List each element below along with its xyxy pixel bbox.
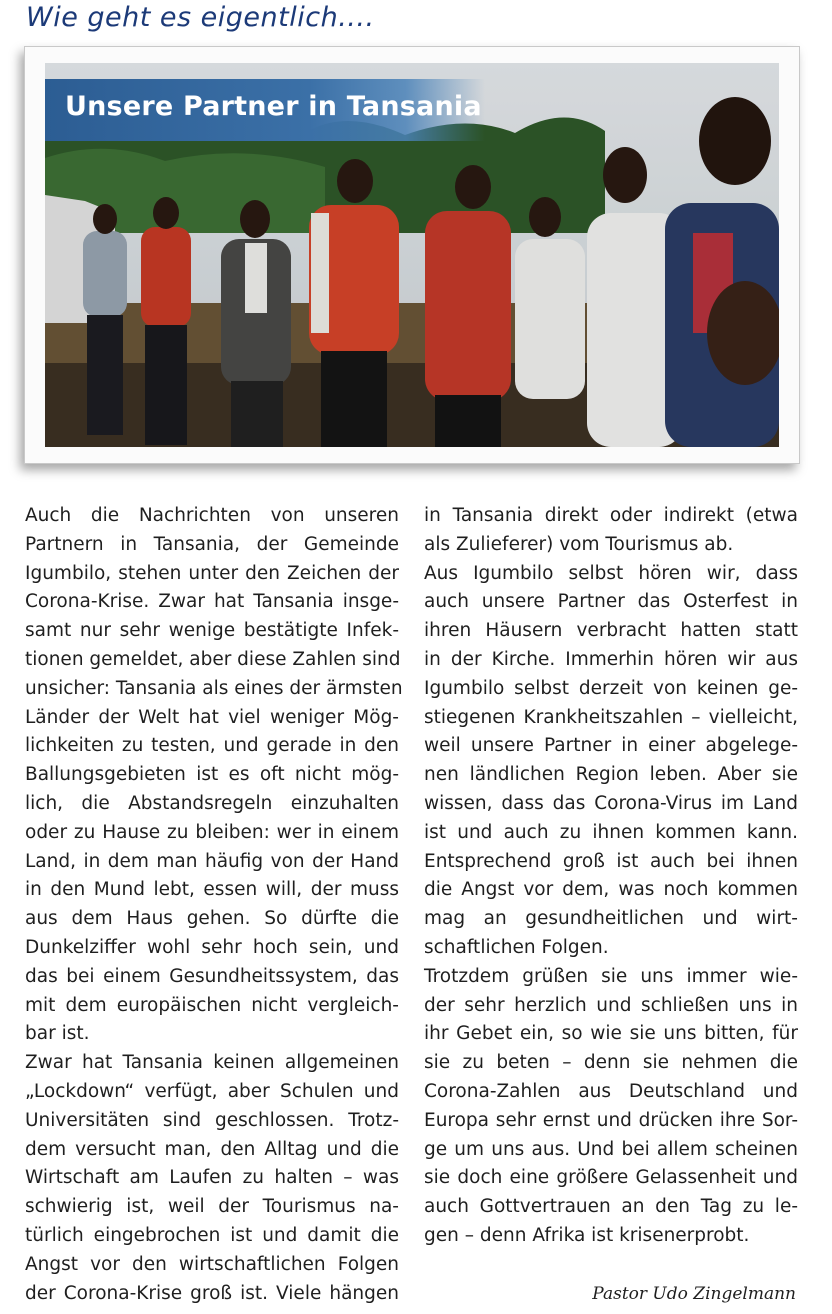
banner-title: Unsere Partner in Tansania bbox=[65, 91, 482, 122]
group-photo bbox=[45, 63, 779, 447]
text-line: Corona-Zahlen aus Deutschland und bbox=[424, 1080, 798, 1102]
text-line: lichkeiten zu testen, und gerade in den bbox=[25, 735, 399, 757]
text-line: oder zu Hause zu bleiben: wer in einem bbox=[25, 821, 399, 843]
photo-banner bbox=[45, 79, 485, 141]
text-line: auch Gottvertrauen an den Tag zu le- bbox=[424, 1196, 798, 1218]
text-line: Igumbilo selbst derzeit von keinen ge- bbox=[424, 677, 798, 699]
page-header: Wie geht es eigentlich.... bbox=[26, 2, 375, 33]
text-line: türlich eingebrochen ist und damit die bbox=[25, 1224, 399, 1246]
text-line: Zwar hat Tansania keinen allgemeinen bbox=[25, 1052, 399, 1074]
text-line: stiegenen Krankheitszahlen – vielleicht, bbox=[424, 706, 798, 728]
text-line: unsicher: Tansania als eines der ärmsten bbox=[25, 677, 403, 699]
text-line: lich, die Abstandsregeln einzuhalten bbox=[25, 792, 399, 814]
text-line: Igumbilo, stehen unter den Zeichen der bbox=[25, 562, 399, 584]
text-line: ge um uns aus. Und bei allem scheinen bbox=[424, 1138, 798, 1160]
text-line: Angst vor den wirtschaftlichen Folgen bbox=[25, 1253, 399, 1275]
text-line: Aus Igumbilo selbst hören wir, dass bbox=[424, 562, 798, 584]
text-line: Partnern in Tansania, der Gemeinde bbox=[25, 533, 399, 555]
text-line: gen – denn Afrika ist krisenerprobt. bbox=[424, 1224, 750, 1246]
text-line: Länder der Welt hat viel weniger Mög- bbox=[25, 706, 399, 728]
text-line: mit dem europäischen nicht vergleich- bbox=[25, 994, 399, 1016]
text-line: wissen, dass das Corona-Virus im Land bbox=[424, 792, 798, 814]
text-line: Universitäten sind geschlossen. Trotz- bbox=[25, 1109, 399, 1131]
text-line: schwierig ist, weil der Tourismus na- bbox=[25, 1196, 399, 1218]
text-line: Ballungsgebieten ist es oft nicht mög- bbox=[25, 764, 399, 786]
text-line: Entsprechend groß ist auch bei ihnen bbox=[424, 850, 798, 872]
text-line: ihr Gebet ein, so wie sie uns bitten, für bbox=[424, 1023, 798, 1045]
text-line: dem versucht man, den Alltag und die bbox=[25, 1138, 399, 1160]
text-line: der sehr herzlich und schließen uns in bbox=[424, 994, 798, 1016]
text-line: Corona-Krise. Zwar hat Tansania insge- bbox=[25, 591, 399, 613]
text-line: der Corona-Krise groß ist. Viele hängen bbox=[25, 1282, 399, 1304]
text-line: aus dem Haus gehen. So dürfte die bbox=[25, 908, 399, 930]
text-line: weil unsere Partner in einer abgelege- bbox=[424, 735, 798, 757]
text-line: „Lockdown“ verfügt, aber Schulen und bbox=[25, 1080, 399, 1102]
text-column-right bbox=[424, 502, 798, 1251]
author-signature: Pastor Udo Zingelmann bbox=[592, 1284, 796, 1304]
text-line: samt nur sehr wenige bestätigte Infek- bbox=[25, 620, 399, 642]
text-line: mag an gesundheitlichen und wirt- bbox=[424, 908, 798, 930]
text-line: bar ist. bbox=[25, 1023, 90, 1045]
text-line: Land, in dem man häufig von der Hand bbox=[25, 850, 399, 872]
text-line: in Tansania direkt oder indirekt (etwa bbox=[424, 505, 798, 526]
text-line: die Angst vor dem, was noch kommen bbox=[424, 879, 798, 901]
text-line: ihren Häusern verbracht hatten statt bbox=[424, 620, 798, 642]
text-line: Auch die Nachrichten von unseren bbox=[25, 505, 399, 526]
text-line: sie doch eine größere Gelassenheit und bbox=[424, 1167, 798, 1189]
text-line: das bei einem Gesundheitssystem, das bbox=[25, 965, 399, 987]
text-line: Europa sehr ernst und drücken ihre Sor- bbox=[424, 1109, 798, 1131]
text-line: auch unsere Partner das Osterfest in bbox=[424, 591, 798, 613]
text-line: Dunkelziffer wohl sehr hoch sein, und bbox=[25, 936, 399, 958]
text-line: nen ländlichen Region leben. Aber sie bbox=[424, 764, 798, 786]
text-line: tionen gemeldet, aber diese Zahlen sind bbox=[25, 648, 401, 670]
text-line: Trotzdem grüßen sie uns immer wie- bbox=[424, 965, 798, 987]
photo-frame bbox=[24, 46, 800, 464]
text-line: Wirtschaft am Laufen zu halten – was bbox=[25, 1167, 399, 1189]
text-line: in den Mund lebt, essen will, der muss bbox=[25, 879, 399, 901]
text-line: schaftlichen Folgen. bbox=[424, 936, 609, 958]
text-line: als Zulieferer) vom Tourismus ab. bbox=[424, 533, 734, 555]
text-line: sie zu beten – denn sie nehmen die bbox=[424, 1052, 798, 1074]
text-line: in der Kirche. Immerhin hören wir aus bbox=[424, 648, 798, 670]
text-column-left bbox=[25, 502, 403, 1308]
text-line: ist und auch zu ihnen kommen kann. bbox=[424, 821, 798, 843]
